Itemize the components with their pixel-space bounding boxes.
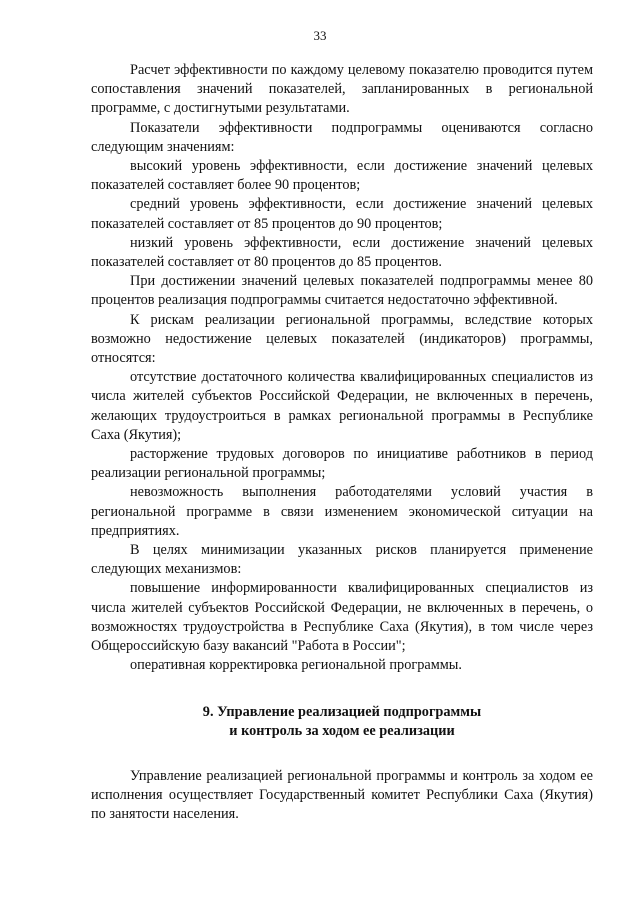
paragraph-risk-lack-of-specialists: отсутствие достаточного количества квалифицированных специалистов из числа жителей субъектов Российской Федерации, не включенных в перечень, желающих трудоустроиться в рамках региональной программы в Республике Саха (Якутия); [91,369,593,443]
paragraph-efficiency-calculation: Расчет эффективности по каждому целевому показателю проводится путем сопоставления значений показателей, запланированных в региональной программе, с достигнутыми результатами. [91,62,593,117]
paragraph-mitigation-intro: В целях минимизации указанных рисков планируется применение следующих механизмов: [91,542,593,578]
paragraph-high-efficiency: высокий уровень эффективности, если достижение значений целевых показателей составляет более 90 процентов; [91,158,593,194]
paragraph-mitigation-adjustment: оперативная корректировка региональной программы. [130,657,462,674]
paragraph-risk-employer-conditions: невозможность выполнения работодателями условий участия в региональной программе в связи изменением экономической ситуации на предприятиях. [91,484,593,539]
paragraph-low-efficiency: низкий уровень эффективности, если достижение значений целевых показателей составляет от 80 процентов до 85 процентов. [91,234,593,271]
section-heading-line-2: и контроль за ходом ее реализации [229,722,455,739]
paragraph-insufficient-efficiency: При достижении значений целевых показателей подпрограммы менее 80 процентов реализация подпрограммы считается недостаточно эффективной. [91,273,593,309]
paragraph-risks-intro: К рискам реализации региональной программы, вследствие которых возможно недостижение целевых показателей (индикаторов) программы, относятся: [91,311,593,367]
paragraph-mitigation-awareness: повышение информированности квалифицированных специалистов из числа жителей субъектов Российской Федерации, не включенных в перечень, о возможностях трудоустройства в Республике Саха (Якутия), в том числе через Общероссийскую базу вакансий "Работа в России"; [91,580,593,655]
paragraph-efficiency-indicators: Показатели эффективности подпрограммы оцениваются согласно следующим значениям: [91,119,593,155]
paragraph-medium-efficiency: средний уровень эффективности, если достижение значений целевых показателей составляет от 85 процентов до 90 процентов; [91,196,593,232]
section-heading-line-1: 9. Управление реализацией подпрограммы [202,703,482,720]
document-body [91,61,593,825]
paragraph-management: Управление реализацией региональной программы и контроль за ходом ее исполнения осуществляет Государственный комитет Республики Саха (Якутия) по занятости населения. [91,767,593,823]
page-number: 33 [313,28,327,43]
paragraph-risk-contract-termination: расторжение трудовых договоров по инициативе работников в период реализации региональной программы; [91,446,593,482]
section-heading [91,703,593,741]
